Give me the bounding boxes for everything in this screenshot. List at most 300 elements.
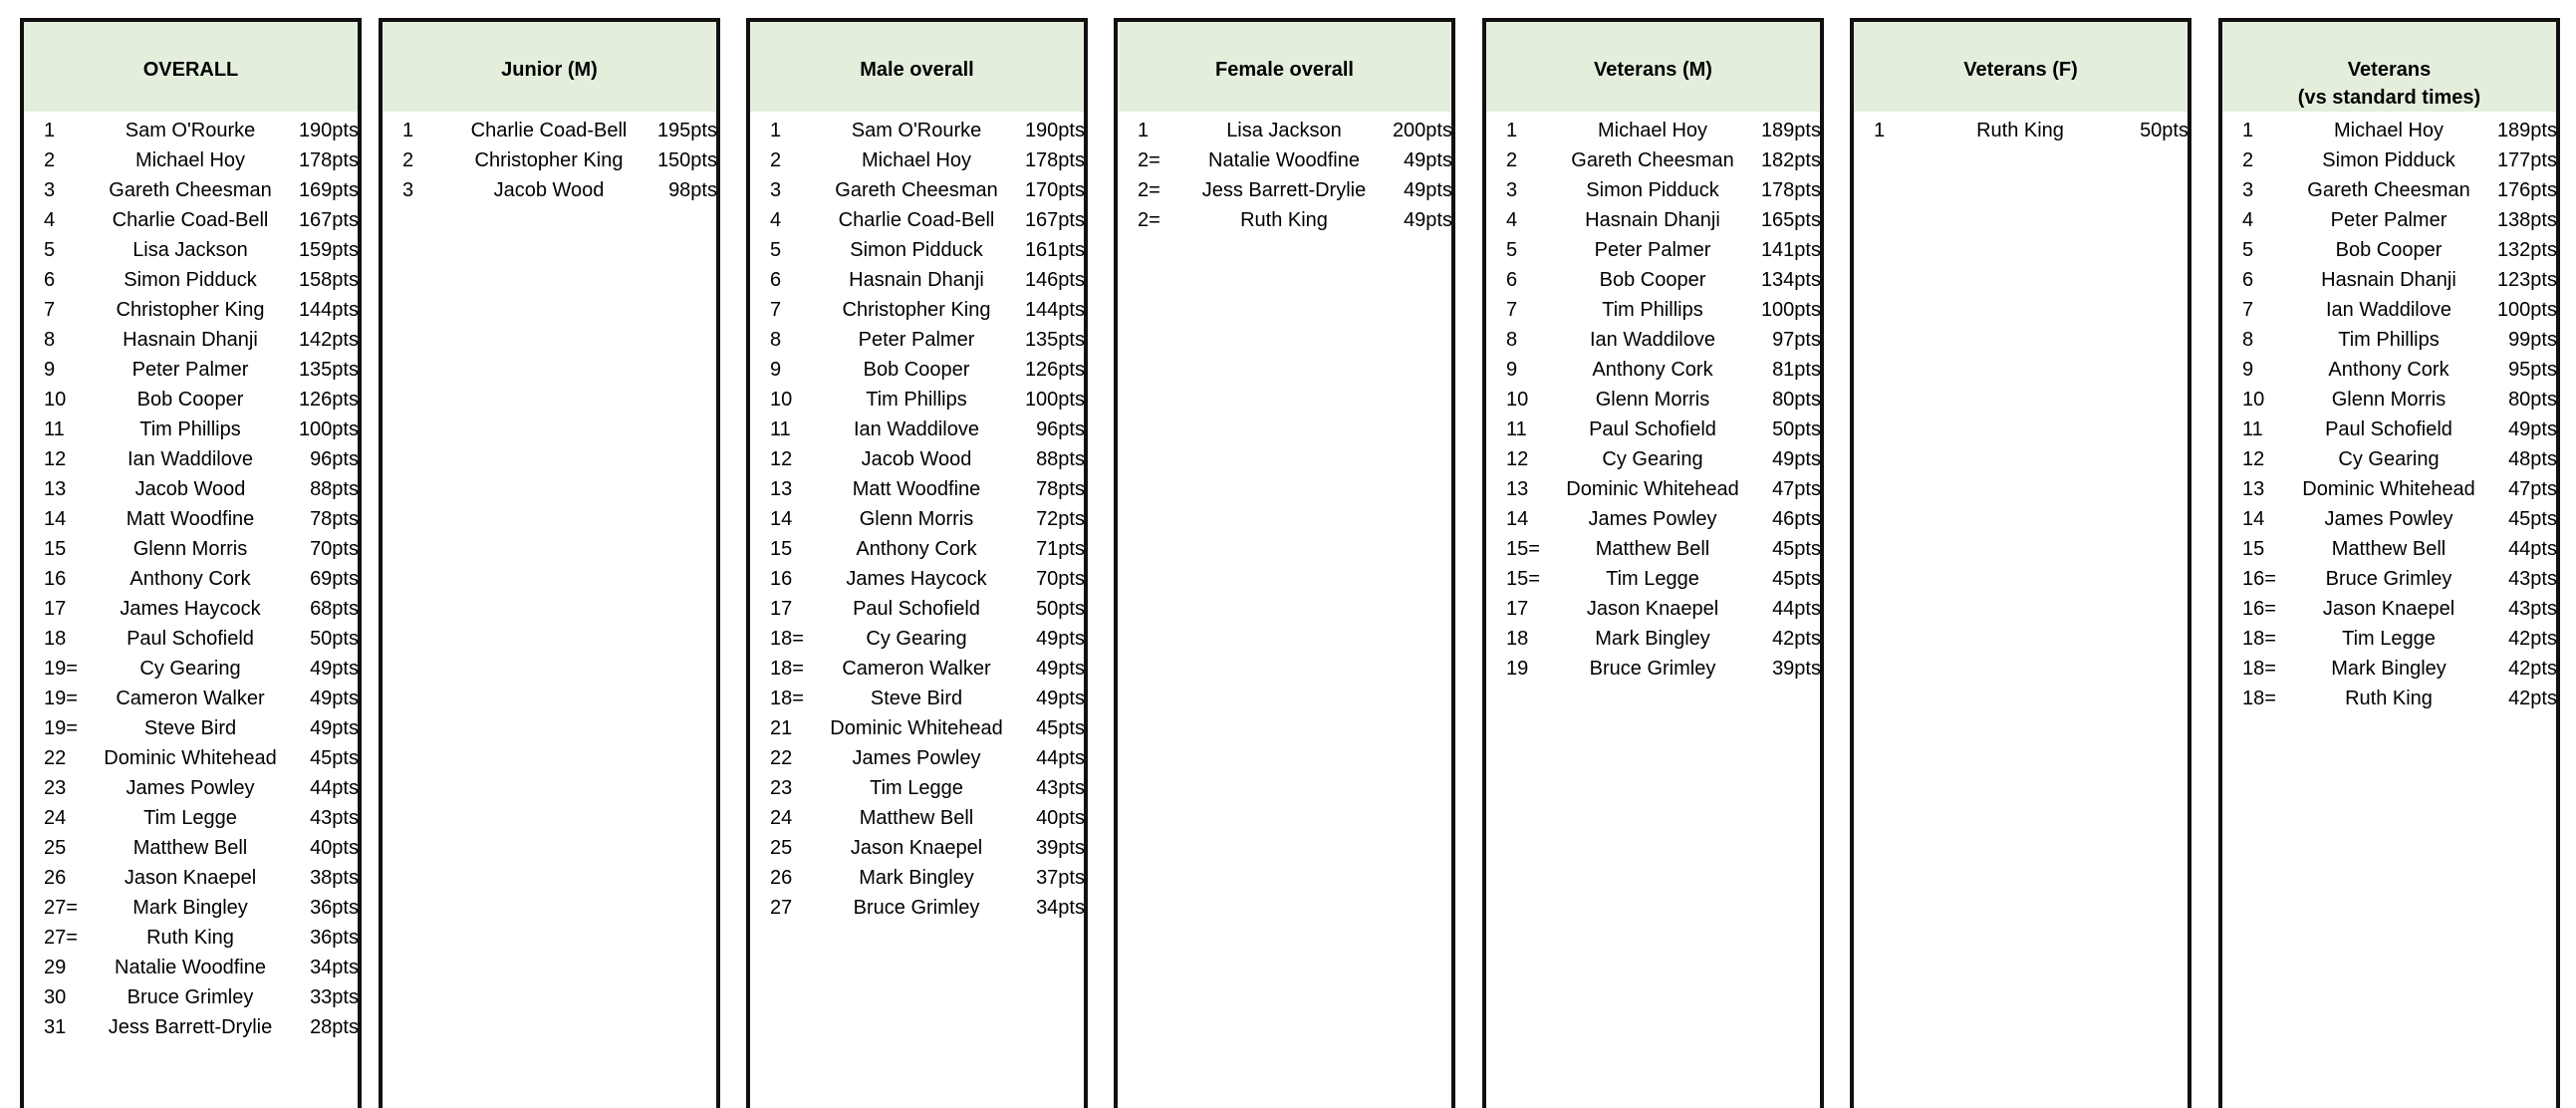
standings-row (1486, 205, 1820, 235)
points-cell: 135pts (298, 359, 359, 381)
rank-cell: 2= (1138, 179, 1160, 201)
name-cell: Charlie Coad-Bell (838, 209, 995, 231)
standings-list (383, 112, 716, 205)
standings-row (24, 385, 358, 415)
name-cell: Mark Bingley (2331, 658, 2447, 680)
points-cell: 182pts (1760, 149, 1821, 171)
rank-cell: 2 (770, 149, 782, 171)
standings-row (2222, 684, 2556, 713)
rank-cell: 15= (1506, 568, 1540, 590)
rank-cell: 17 (44, 598, 67, 620)
points-cell: 43pts (2508, 598, 2557, 620)
points-cell: 150pts (656, 149, 717, 171)
standings-row (24, 474, 358, 504)
standings-row (1486, 145, 1820, 175)
name-cell: Jason Knaepel (1586, 598, 1719, 620)
rank-cell: 8 (1506, 329, 1518, 351)
points-cell: 33pts (310, 986, 359, 1008)
name-cell: Jess Barrett-Drylie (1201, 179, 1367, 201)
standings-row (2222, 624, 2556, 654)
points-cell: 123pts (2496, 269, 2557, 291)
panel-title: Male overall (860, 59, 974, 81)
name-cell: Hasnain Dhanji (1585, 209, 1720, 231)
points-cell: 46pts (1772, 508, 1821, 530)
name-cell: Cy Gearing (139, 658, 241, 680)
standings-panel (1850, 18, 2191, 1108)
name-cell: Ruth King (1240, 209, 1328, 231)
name-cell: Dominic Whitehead (1566, 478, 1739, 500)
name-cell: Bruce Grimley (1589, 658, 1716, 680)
points-cell: 49pts (310, 688, 359, 709)
standings-row (24, 773, 358, 803)
standings-row (750, 713, 1084, 743)
name-cell: Anthony Cork (2328, 359, 2449, 381)
points-cell: 70pts (310, 538, 359, 560)
points-cell: 38pts (310, 867, 359, 889)
rank-cell: 16= (2242, 598, 2276, 620)
rank-cell: 13 (2242, 478, 2265, 500)
points-cell: 42pts (1772, 628, 1821, 650)
rank-cell: 19= (44, 658, 78, 680)
name-cell: James Powley (852, 747, 981, 769)
name-cell: James Powley (2324, 508, 2453, 530)
rank-cell: 22 (44, 747, 67, 769)
points-cell: 88pts (310, 478, 359, 500)
rank-cell: 1 (1874, 120, 1886, 141)
points-cell: 158pts (298, 269, 359, 291)
rank-cell: 7 (44, 299, 56, 321)
rank-cell: 13 (1506, 478, 1529, 500)
name-cell: Ian Waddilove (1590, 329, 1715, 351)
points-cell: 189pts (2496, 120, 2557, 141)
name-cell: Simon Pidduck (1586, 179, 1719, 201)
standings-row (24, 325, 358, 355)
points-cell: 142pts (298, 329, 359, 351)
standings-row (1486, 534, 1820, 564)
points-cell: 39pts (1036, 837, 1085, 859)
standings-row (750, 444, 1084, 474)
name-cell: Gareth Cheesman (835, 179, 998, 201)
points-cell: 72pts (1036, 508, 1085, 530)
points-cell: 100pts (1760, 299, 1821, 321)
name-cell: Bob Cooper (2335, 239, 2443, 261)
rank-cell: 29 (44, 957, 67, 978)
rank-cell: 18 (44, 628, 67, 650)
points-cell: 49pts (1772, 448, 1821, 470)
standings-row (750, 265, 1084, 295)
rank-cell: 9 (44, 359, 56, 381)
standings-row (24, 863, 358, 893)
standings-row (24, 1012, 358, 1042)
standings-row (2222, 295, 2556, 325)
name-cell: Jason Knaepel (850, 837, 983, 859)
standings-row (1118, 145, 1451, 175)
standings-row (750, 385, 1084, 415)
standings-row (750, 415, 1084, 444)
name-cell: Ian Waddilove (128, 448, 253, 470)
points-cell: 144pts (1024, 299, 1085, 321)
rank-cell: 3 (2242, 179, 2254, 201)
rank-cell: 23 (44, 777, 67, 799)
standings-panel (2218, 18, 2560, 1108)
points-cell: 49pts (1404, 149, 1452, 171)
name-cell: Paul Schofield (853, 598, 980, 620)
standings-row (2222, 235, 2556, 265)
standings-row (24, 145, 358, 175)
points-cell: 178pts (298, 149, 359, 171)
rank-cell: 12 (2242, 448, 2265, 470)
name-cell: Charlie Coad-Bell (470, 120, 628, 141)
panel-header (1854, 22, 2188, 112)
name-cell: Tim Phillips (866, 389, 967, 411)
name-cell: Cameron Walker (116, 688, 265, 709)
name-cell: Simon Pidduck (850, 239, 983, 261)
panel-title: Female overall (1215, 59, 1354, 81)
standings-row (24, 534, 358, 564)
points-cell: 100pts (298, 418, 359, 440)
name-cell: Bob Cooper (1599, 269, 1706, 291)
rank-cell: 19= (44, 688, 78, 709)
standings-row (2222, 654, 2556, 684)
rank-cell: 5 (770, 239, 782, 261)
points-cell: 178pts (1024, 149, 1085, 171)
panel-title: Junior (M) (501, 59, 598, 81)
points-cell: 40pts (310, 837, 359, 859)
standings-row (750, 594, 1084, 624)
standings-row (1486, 325, 1820, 355)
standings-row (1118, 205, 1451, 235)
name-cell: Peter Palmer (131, 359, 249, 381)
panel-title: OVERALL (142, 59, 239, 81)
name-cell: James Haycock (846, 568, 987, 590)
name-cell: Tim Phillips (1602, 299, 1703, 321)
name-cell: Glenn Morris (2331, 389, 2447, 411)
points-cell: 189pts (1760, 120, 1821, 141)
points-cell: 81pts (1772, 359, 1821, 381)
name-cell: Lisa Jackson (1226, 120, 1342, 141)
standings-row (2222, 145, 2556, 175)
standings-row (24, 982, 358, 1012)
points-cell: 176pts (2496, 179, 2557, 201)
standings-row (750, 145, 1084, 175)
points-cell: 43pts (1036, 777, 1085, 799)
name-cell: Jacob Wood (493, 179, 605, 201)
rank-cell: 1 (402, 120, 414, 141)
rank-cell: 11 (770, 418, 791, 440)
points-cell: 159pts (298, 239, 359, 261)
rank-cell: 18= (2242, 658, 2276, 680)
points-cell: 100pts (1024, 389, 1085, 411)
rank-cell: 15 (44, 538, 67, 560)
rank-cell: 14 (770, 508, 793, 530)
points-cell: 40pts (1036, 807, 1085, 829)
points-cell: 138pts (2496, 209, 2557, 231)
standings-row (1486, 594, 1820, 624)
standings-row (2222, 205, 2556, 235)
rank-cell: 2 (2242, 149, 2254, 171)
name-cell: Cy Gearing (2338, 448, 2440, 470)
standings-row (2222, 355, 2556, 385)
name-cell: Cy Gearing (866, 628, 967, 650)
standings-panel (379, 18, 720, 1108)
rank-cell: 5 (1506, 239, 1518, 261)
points-cell: 42pts (2508, 628, 2557, 650)
name-cell: Anthony Cork (129, 568, 251, 590)
name-cell: Tim Phillips (139, 418, 241, 440)
rank-cell: 6 (1506, 269, 1518, 291)
name-cell: Peter Palmer (1594, 239, 1711, 261)
standings-row (1486, 474, 1820, 504)
standings-row (24, 803, 358, 833)
name-cell: James Powley (126, 777, 255, 799)
rank-cell: 27= (44, 927, 78, 949)
standings-row (2222, 534, 2556, 564)
points-cell: 190pts (298, 120, 359, 141)
points-cell: 177pts (2496, 149, 2557, 171)
rank-cell: 1 (1138, 120, 1150, 141)
rank-cell: 2= (1138, 209, 1160, 231)
name-cell: Tim Legge (2342, 628, 2436, 650)
standings-row (1486, 235, 1820, 265)
rank-cell: 4 (44, 209, 56, 231)
panel-header (1486, 22, 1820, 112)
name-cell: Steve Bird (143, 717, 237, 739)
name-cell: Sam O'Rourke (851, 120, 982, 141)
points-cell: 99pts (2508, 329, 2557, 351)
standings-list (2222, 112, 2556, 713)
rank-cell: 26 (770, 867, 793, 889)
standings-row (750, 116, 1084, 145)
points-cell: 39pts (1772, 658, 1821, 680)
standings-list (1118, 112, 1451, 235)
points-cell: 78pts (1036, 478, 1085, 500)
name-cell: Hasnain Dhanji (2321, 269, 2456, 291)
rank-cell: 3 (1506, 179, 1518, 201)
name-cell: Tim Legge (143, 807, 237, 829)
standings-row (383, 175, 716, 205)
rank-cell: 1 (1506, 120, 1518, 141)
standings-row (750, 295, 1084, 325)
rank-cell: 15 (2242, 538, 2265, 560)
name-cell: Christopher King (842, 299, 991, 321)
standings-row (24, 116, 358, 145)
name-cell: Gareth Cheesman (2307, 179, 2470, 201)
rank-cell: 10 (44, 389, 67, 411)
name-cell: Matthew Bell (132, 837, 248, 859)
rank-cell: 11 (2242, 418, 2263, 440)
name-cell: Bruce Grimley (127, 986, 254, 1008)
name-cell: Christopher King (116, 299, 265, 321)
points-cell: 36pts (310, 897, 359, 919)
name-cell: Tim Phillips (2338, 329, 2440, 351)
rank-cell: 4 (770, 209, 782, 231)
rank-cell: 6 (770, 269, 782, 291)
standings-row (750, 534, 1084, 564)
panel-header (2222, 22, 2556, 112)
rank-cell: 6 (44, 269, 56, 291)
standings-row (750, 474, 1084, 504)
standings-row (1486, 385, 1820, 415)
standings-row (1854, 116, 2188, 145)
panel-title: Veterans (2347, 59, 2432, 81)
panel-subtitle: (vs standard times) (2297, 87, 2481, 109)
name-cell: Anthony Cork (1592, 359, 1713, 381)
points-cell: 50pts (1772, 418, 1821, 440)
rank-cell: 3 (44, 179, 56, 201)
standings-row (1486, 504, 1820, 534)
standings-row (750, 773, 1084, 803)
points-cell: 45pts (310, 747, 359, 769)
standings-panel (746, 18, 1088, 1108)
name-cell: Ruth King (2345, 688, 2433, 709)
points-cell: 34pts (1036, 897, 1085, 919)
points-cell: 42pts (2508, 658, 2557, 680)
name-cell: Jacob Wood (134, 478, 246, 500)
rank-cell: 9 (770, 359, 782, 381)
name-cell: Peter Palmer (2330, 209, 2447, 231)
points-cell: 45pts (1036, 717, 1085, 739)
rank-cell: 7 (770, 299, 782, 321)
standings-row (2222, 594, 2556, 624)
name-cell: Ruth King (1976, 120, 2064, 141)
rank-cell: 12 (770, 448, 793, 470)
name-cell: Hasnain Dhanji (123, 329, 258, 351)
points-cell: 47pts (2508, 478, 2557, 500)
standings-row (2222, 444, 2556, 474)
standings-row (750, 355, 1084, 385)
standings-row (24, 295, 358, 325)
standings-row (750, 564, 1084, 594)
rank-cell: 23 (770, 777, 793, 799)
standings-row (24, 265, 358, 295)
standings-row (24, 564, 358, 594)
standings-list (750, 112, 1084, 923)
rank-cell: 8 (770, 329, 782, 351)
points-cell: 36pts (310, 927, 359, 949)
standings-row (1486, 295, 1820, 325)
points-cell: 78pts (310, 508, 359, 530)
name-cell: Lisa Jackson (132, 239, 248, 261)
points-cell: 126pts (1024, 359, 1085, 381)
standings-row (750, 803, 1084, 833)
points-cell: 49pts (1036, 658, 1085, 680)
standings-row (750, 504, 1084, 534)
name-cell: Michael Hoy (861, 149, 972, 171)
rank-cell: 13 (770, 478, 793, 500)
rank-cell: 30 (44, 986, 67, 1008)
standings-row (1486, 175, 1820, 205)
points-cell: 126pts (298, 389, 359, 411)
name-cell: Jason Knaepel (124, 867, 257, 889)
name-cell: Paul Schofield (2325, 418, 2452, 440)
name-cell: Glenn Morris (132, 538, 248, 560)
points-cell: 49pts (310, 717, 359, 739)
points-cell: 200pts (1392, 120, 1452, 141)
points-cell: 190pts (1024, 120, 1085, 141)
rank-cell: 2 (1506, 149, 1518, 171)
points-cell: 49pts (1036, 688, 1085, 709)
standings-row (2222, 564, 2556, 594)
rank-cell: 27 (770, 897, 793, 919)
rank-cell: 14 (2242, 508, 2265, 530)
points-cell: 80pts (2508, 389, 2557, 411)
name-cell: James Powley (1588, 508, 1717, 530)
points-cell: 44pts (1036, 747, 1085, 769)
rank-cell: 11 (44, 418, 65, 440)
standings-row (750, 235, 1084, 265)
rank-cell: 21 (770, 717, 793, 739)
points-cell: 45pts (2508, 508, 2557, 530)
points-cell: 95pts (2508, 359, 2557, 381)
rank-cell: 19= (44, 717, 78, 739)
rank-cell: 14 (1506, 508, 1529, 530)
rank-cell: 10 (2242, 389, 2265, 411)
rank-cell: 12 (44, 448, 67, 470)
rank-cell: 18= (770, 688, 804, 709)
rank-cell: 14 (44, 508, 67, 530)
standings-row (750, 833, 1084, 863)
standings-row (24, 504, 358, 534)
points-cell: 49pts (310, 658, 359, 680)
standings-row (750, 893, 1084, 923)
name-cell: Ian Waddilove (854, 418, 979, 440)
name-cell: Simon Pidduck (2322, 149, 2455, 171)
rank-cell: 2= (1138, 149, 1160, 171)
points-cell: 37pts (1036, 867, 1085, 889)
standings-row (1486, 444, 1820, 474)
standings-row (1486, 415, 1820, 444)
standings-row (383, 116, 716, 145)
standings-row (750, 743, 1084, 773)
points-cell: 144pts (298, 299, 359, 321)
name-cell: Tim Legge (1606, 568, 1699, 590)
name-cell: Matthew Bell (859, 807, 974, 829)
rank-cell: 8 (2242, 329, 2254, 351)
rank-cell: 17 (770, 598, 793, 620)
name-cell: Mark Bingley (1595, 628, 1710, 650)
standings-row (2222, 415, 2556, 444)
standings-row (24, 953, 358, 982)
rank-cell: 5 (2242, 239, 2254, 261)
rank-cell: 10 (1506, 389, 1529, 411)
standings-list (24, 112, 358, 1042)
points-cell: 80pts (1772, 389, 1821, 411)
standings-row (1486, 116, 1820, 145)
points-cell: 100pts (2496, 299, 2557, 321)
points-cell: 134pts (1760, 269, 1821, 291)
points-cell: 167pts (1024, 209, 1085, 231)
points-cell: 132pts (2496, 239, 2557, 261)
standings-row (750, 684, 1084, 713)
panel-header (383, 22, 716, 112)
standings-row (383, 145, 716, 175)
name-cell: Matt Woodfine (126, 508, 255, 530)
points-cell: 49pts (1404, 209, 1452, 231)
standings-row (1486, 564, 1820, 594)
standings-row (24, 624, 358, 654)
points-cell: 34pts (310, 957, 359, 978)
standings-row (24, 713, 358, 743)
name-cell: Cameron Walker (842, 658, 991, 680)
rank-cell: 10 (770, 389, 793, 411)
name-cell: Jess Barrett-Drylie (108, 1016, 273, 1038)
rank-cell: 9 (1506, 359, 1518, 381)
points-cell: 97pts (1772, 329, 1821, 351)
standings-panel (1114, 18, 1455, 1108)
points-cell: 43pts (2508, 568, 2557, 590)
rank-cell: 6 (2242, 269, 2254, 291)
standings-panel (20, 18, 362, 1108)
